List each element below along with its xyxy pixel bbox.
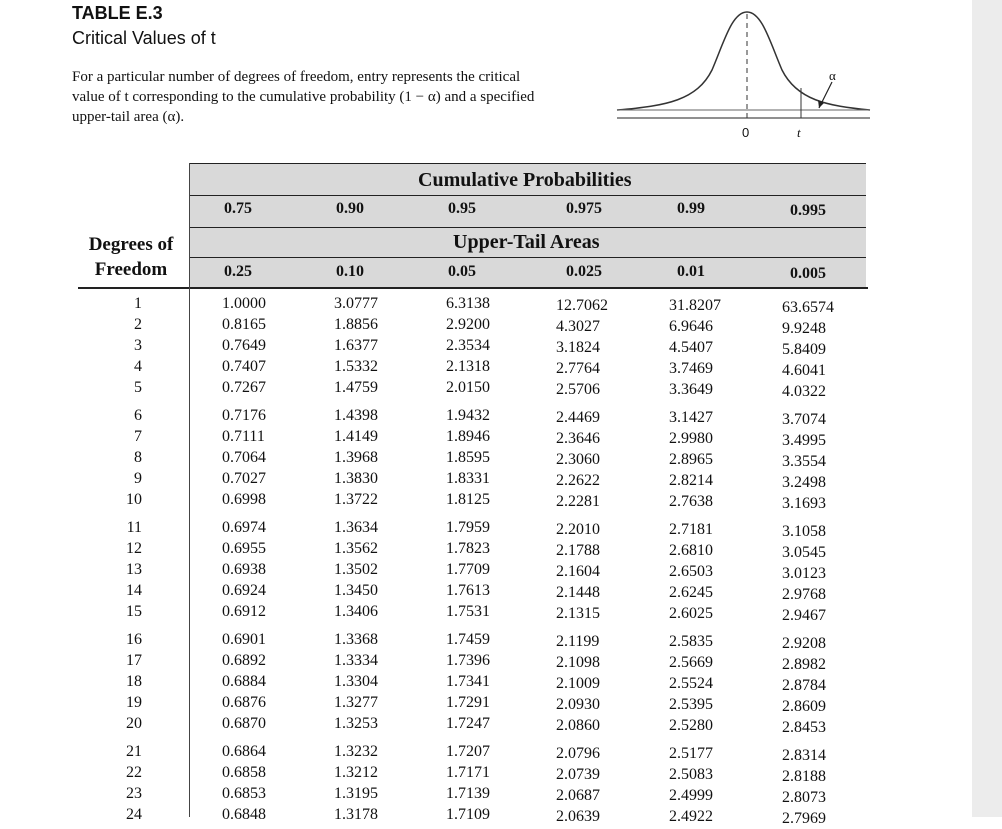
df-cell: 20: [126, 715, 142, 732]
critical-value-cell: 3.1427: [669, 409, 713, 426]
critical-value-cell: 2.0687: [556, 787, 600, 804]
critical-value-cell: 1.4759: [334, 379, 378, 396]
critical-value-cell: 1.7959: [446, 519, 490, 536]
upper-tail-area-header: 0.05: [448, 263, 476, 280]
cumulative-probability-header: 0.99: [677, 200, 705, 217]
cumulative-probability-header: 0.995: [790, 202, 826, 219]
critical-value-cell: 9.9248: [782, 320, 826, 337]
critical-value-cell: 1.6377: [334, 337, 378, 354]
critical-value-cell: 1.3232: [334, 743, 378, 760]
page-edge-margin: [972, 0, 1002, 817]
critical-value-cell: 4.3027: [556, 318, 600, 335]
critical-value-cell: 1.7613: [446, 582, 490, 599]
critical-value-cell: 1.7709: [446, 561, 490, 578]
critical-value-cell: 0.6870: [222, 715, 266, 732]
cumulative-probability-header: 0.975: [566, 200, 602, 217]
critical-value-cell: 0.6998: [222, 491, 266, 508]
critical-value-cell: 2.4922: [669, 808, 713, 825]
df-cell: 4: [134, 358, 142, 375]
critical-value-cell: 2.5835: [669, 633, 713, 650]
critical-value-cell: 2.8609: [782, 698, 826, 715]
critical-value-cell: 2.2010: [556, 521, 600, 538]
critical-value-cell: 0.7176: [222, 407, 266, 424]
critical-value-cell: 12.7062: [556, 297, 608, 314]
distribution-curve: [617, 12, 870, 110]
df-cell: 18: [126, 673, 142, 690]
critical-value-cell: 0.6901: [222, 631, 266, 648]
critical-value-cell: 1.8125: [446, 491, 490, 508]
critical-value-cell: 1.7247: [446, 715, 490, 732]
df-cell: 10: [126, 491, 142, 508]
critical-value-cell: 2.8453: [782, 719, 826, 736]
critical-value-cell: 2.8982: [782, 656, 826, 673]
critical-value-cell: 0.8165: [222, 316, 266, 333]
df-cell: 11: [126, 519, 142, 536]
critical-value-cell: 2.3534: [446, 337, 490, 354]
df-cell: 1: [134, 295, 142, 312]
critical-value-cell: 0.6938: [222, 561, 266, 578]
critical-value-cell: 0.6974: [222, 519, 266, 536]
critical-value-cell: 2.8965: [669, 451, 713, 468]
critical-value-cell: 2.5280: [669, 717, 713, 734]
df-cell: 22: [126, 764, 142, 781]
critical-value-cell: 3.1824: [556, 339, 600, 356]
critical-value-cell: 0.6848: [222, 806, 266, 823]
critical-value-cell: 2.8784: [782, 677, 826, 694]
critical-value-cell: 1.7139: [446, 785, 490, 802]
critical-value-cell: 0.6955: [222, 540, 266, 557]
critical-value-cell: 0.6884: [222, 673, 266, 690]
critical-value-cell: 4.5407: [669, 339, 713, 356]
critical-value-cell: 1.3195: [334, 785, 378, 802]
critical-value-cell: 2.8073: [782, 789, 826, 806]
t-distribution-figure: [612, 0, 872, 145]
upper-tail-area-header: 0.005: [790, 265, 826, 282]
df-cell: 9: [134, 470, 142, 487]
critical-value-cell: 2.6245: [669, 584, 713, 601]
critical-value-cell: 0.6858: [222, 764, 266, 781]
df-cell: 23: [126, 785, 142, 802]
df-cell: 19: [126, 694, 142, 711]
critical-value-cell: 2.1318: [446, 358, 490, 375]
critical-value-cell: 2.6025: [669, 605, 713, 622]
critical-value-cell: 1.8331: [446, 470, 490, 487]
cumulative-probability-header: 0.95: [448, 200, 476, 217]
critical-value-cell: 0.6864: [222, 743, 266, 760]
upper-tail-area-header: 0.025: [566, 263, 602, 280]
critical-value-cell: 1.8595: [446, 449, 490, 466]
critical-value-cell: 3.7074: [782, 411, 826, 428]
critical-value-cell: 1.3178: [334, 806, 378, 823]
zero-label: 0: [742, 125, 750, 140]
critical-value-cell: 0.6892: [222, 652, 266, 669]
critical-value-cell: 0.6853: [222, 785, 266, 802]
critical-value-cell: 2.9208: [782, 635, 826, 652]
critical-value-cell: 2.5669: [669, 654, 713, 671]
critical-value-cell: 2.4469: [556, 409, 600, 426]
df-cell: 13: [126, 561, 142, 578]
critical-value-cell: 2.5083: [669, 766, 713, 783]
rule-below-upper-tail: [190, 257, 866, 258]
df-cell: 17: [126, 652, 142, 669]
critical-value-cell: 1.3502: [334, 561, 378, 578]
critical-value-cell: 1.3368: [334, 631, 378, 648]
critical-value-cell: 2.0639: [556, 808, 600, 825]
critical-value-cell: 0.6876: [222, 694, 266, 711]
critical-value-cell: 2.1604: [556, 563, 600, 580]
critical-value-cell: 2.7764: [556, 360, 600, 377]
critical-value-cell: 2.1788: [556, 542, 600, 559]
df-cell: 3: [134, 337, 142, 354]
table-title: TABLE E.3: [72, 3, 163, 23]
critical-value-cell: 3.0545: [782, 544, 826, 561]
critical-value-cell: 1.7341: [446, 673, 490, 690]
alpha-label: α: [829, 68, 836, 83]
critical-value-cell: 2.2622: [556, 472, 600, 489]
upper-tail-areas-header: Upper-Tail Areas: [453, 231, 600, 253]
critical-value-cell: 2.7969: [782, 810, 826, 827]
critical-value-cell: 0.6912: [222, 603, 266, 620]
df-cell: 24: [126, 806, 142, 823]
critical-value-cell: 1.3334: [334, 652, 378, 669]
critical-value-cell: 2.2281: [556, 493, 600, 510]
critical-value-cell: 1.3722: [334, 491, 378, 508]
critical-value-cell: 1.7823: [446, 540, 490, 557]
critical-value-cell: 2.0150: [446, 379, 490, 396]
rule-header-bottom: [78, 287, 868, 289]
critical-value-cell: 2.9467: [782, 607, 826, 624]
dof-header-line2: Freedom: [94, 259, 168, 280]
degrees-of-freedom-header: [80, 232, 182, 282]
dof-column-divider: [189, 163, 190, 817]
critical-value-cell: 6.9646: [669, 318, 713, 335]
df-cell: 14: [126, 582, 142, 599]
critical-value-cell: 1.3253: [334, 715, 378, 732]
critical-value-cell: 1.7396: [446, 652, 490, 669]
critical-value-cell: 1.5332: [334, 358, 378, 375]
critical-value-cell: 2.6810: [669, 542, 713, 559]
critical-value-cell: 2.5706: [556, 381, 600, 398]
dof-header-line1: Degrees of: [88, 234, 174, 255]
critical-value-cell: 5.8409: [782, 341, 826, 358]
df-cell: 8: [134, 449, 142, 466]
critical-value-cell: 2.5177: [669, 745, 713, 762]
table-subtitle: Critical Values of t: [72, 28, 216, 48]
critical-value-cell: 2.8314: [782, 747, 826, 764]
upper-tail-area-header: 0.10: [336, 263, 364, 280]
df-cell: 5: [134, 379, 142, 396]
cumulative-probability-header: 0.90: [336, 200, 364, 217]
critical-value-cell: 1.3304: [334, 673, 378, 690]
critical-value-cell: 3.3649: [669, 381, 713, 398]
critical-value-cell: 2.1199: [556, 633, 600, 650]
critical-value-cell: 1.8946: [446, 428, 490, 445]
cumulative-probabilities-header: Cumulative Probabilities: [418, 169, 632, 191]
critical-value-cell: 2.8214: [669, 472, 713, 489]
critical-value-cell: 2.6503: [669, 563, 713, 580]
critical-value-cell: 0.7649: [222, 337, 266, 354]
critical-value-cell: 4.6041: [782, 362, 826, 379]
rule-top: [190, 163, 866, 164]
critical-value-cell: 1.7459: [446, 631, 490, 648]
critical-value-cell: 1.4149: [334, 428, 378, 445]
critical-value-cell: 2.9768: [782, 586, 826, 603]
critical-value-cell: 1.3830: [334, 470, 378, 487]
critical-value-cell: 1.3406: [334, 603, 378, 620]
critical-value-cell: 1.3634: [334, 519, 378, 536]
critical-value-cell: 3.2498: [782, 474, 826, 491]
critical-value-cell: 0.7407: [222, 358, 266, 375]
critical-value-cell: 3.1693: [782, 495, 826, 512]
critical-value-cell: 3.3554: [782, 453, 826, 470]
critical-value-cell: 2.7181: [669, 521, 713, 538]
df-cell: 12: [126, 540, 142, 557]
upper-tail-area-header: 0.25: [224, 263, 252, 280]
critical-value-cell: 2.0739: [556, 766, 600, 783]
critical-value-cell: 2.1315: [556, 605, 600, 622]
critical-value-cell: 1.3212: [334, 764, 378, 781]
critical-value-cell: 2.5524: [669, 675, 713, 692]
table-description: For a particular number of degrees of freedom, entry represents the critical value of t corresponding to the cumulative probability (1 − α) and a specified upper-tail area (α).: [72, 69, 535, 125]
t-label: t: [797, 125, 801, 140]
critical-value-cell: 1.3968: [334, 449, 378, 466]
critical-value-cell: 2.3646: [556, 430, 600, 447]
critical-value-cell: 1.7109: [446, 806, 490, 823]
critical-value-cell: 3.0777: [334, 295, 378, 312]
critical-value-cell: 2.0796: [556, 745, 600, 762]
critical-value-cell: 2.0930: [556, 696, 600, 713]
critical-value-cell: 3.4995: [782, 432, 826, 449]
critical-value-cell: 2.7638: [669, 493, 713, 510]
critical-value-cell: 3.1058: [782, 523, 826, 540]
df-cell: 7: [134, 428, 142, 445]
critical-value-cell: 1.7207: [446, 743, 490, 760]
rule-below-cumulative: [190, 195, 866, 196]
critical-value-cell: 3.7469: [669, 360, 713, 377]
critical-value-cell: 1.7171: [446, 764, 490, 781]
critical-value-cell: 2.9980: [669, 430, 713, 447]
critical-value-cell: 1.4398: [334, 407, 378, 424]
critical-value-cell: 63.6574: [782, 299, 834, 316]
critical-value-cell: 1.3277: [334, 694, 378, 711]
critical-value-cell: 2.1098: [556, 654, 600, 671]
critical-value-cell: 1.0000: [222, 295, 266, 312]
critical-value-cell: 1.3450: [334, 582, 378, 599]
df-cell: 2: [134, 316, 142, 333]
rule-below-probabilities: [190, 227, 866, 228]
critical-value-cell: 6.3138: [446, 295, 490, 312]
critical-value-cell: 1.9432: [446, 407, 490, 424]
critical-value-cell: 2.3060: [556, 451, 600, 468]
df-cell: 15: [126, 603, 142, 620]
critical-value-cell: 2.4999: [669, 787, 713, 804]
df-cell: 21: [126, 743, 142, 760]
critical-value-cell: 31.8207: [669, 297, 721, 314]
critical-value-cell: 4.0322: [782, 383, 826, 400]
critical-value-cell: 2.5395: [669, 696, 713, 713]
critical-value-cell: 1.7291: [446, 694, 490, 711]
critical-value-cell: 3.0123: [782, 565, 826, 582]
critical-value-cell: 0.7267: [222, 379, 266, 396]
critical-value-cell: 2.1009: [556, 675, 600, 692]
df-cell: 6: [134, 407, 142, 424]
critical-value-cell: 0.7111: [222, 428, 265, 445]
critical-value-cell: 1.3562: [334, 540, 378, 557]
critical-value-cell: 0.7064: [222, 449, 266, 466]
critical-value-cell: 1.8856: [334, 316, 378, 333]
df-cell: 16: [126, 631, 142, 648]
critical-value-cell: 0.7027: [222, 470, 266, 487]
cumulative-probability-header: 0.75: [224, 200, 252, 217]
critical-value-cell: 2.9200: [446, 316, 490, 333]
critical-value-cell: 1.7531: [446, 603, 490, 620]
critical-value-cell: 0.6924: [222, 582, 266, 599]
critical-value-cell: 2.8188: [782, 768, 826, 785]
critical-value-cell: 2.1448: [556, 584, 600, 601]
critical-value-cell: 2.0860: [556, 717, 600, 734]
upper-tail-area-header: 0.01: [677, 263, 705, 280]
